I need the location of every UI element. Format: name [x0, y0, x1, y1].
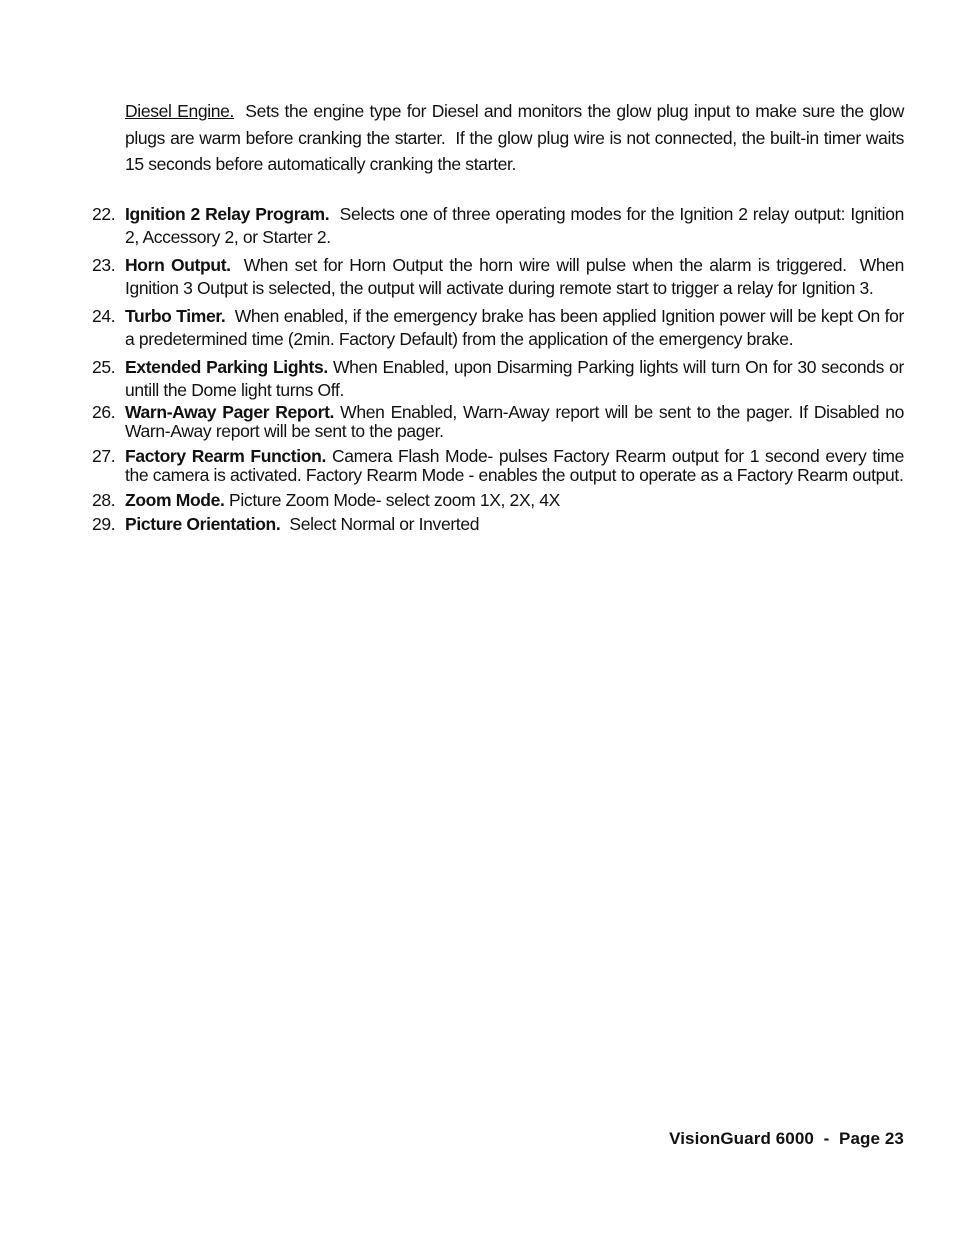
item-title: Extended Parking Lights.: [125, 357, 328, 377]
item-title: Picture Orientation.: [125, 514, 281, 534]
item-number: 23.: [92, 255, 116, 275]
list-item-25: [90, 356, 909, 402]
list-item-29: [90, 515, 904, 534]
item-number: 24.: [92, 306, 116, 326]
item-title: Turbo Timer.: [125, 306, 226, 326]
list-item-22: [90, 203, 909, 249]
item-number: 25.: [92, 357, 116, 377]
item-number: 26.: [92, 402, 116, 422]
item-number: 27.: [92, 446, 116, 466]
item-title: Horn Output.: [125, 255, 231, 275]
item-text: When set for Horn Output the horn wire will pulse when the alarm is triggered. When Ignition 3 Output is selected, the output will activate during remote start to trigger a relay for Ignition 3.: [125, 255, 909, 298]
item-text: When Enabled, Warn-Away report will be sent to the pager. If Disabled no Warn-Away report will be sent to the pager.: [125, 402, 909, 441]
list-item-26: [90, 402, 909, 441]
diesel-engine-paragraph: [125, 98, 909, 178]
list-item-23: [90, 254, 909, 300]
item-number: 29.: [92, 514, 116, 534]
item-text: When Enabled, upon Disarming Parking lights will turn On for 30 seconds or untill the Dome light turns Off.: [125, 357, 909, 400]
diesel-engine-term: Diesel Engine.: [125, 101, 235, 121]
item-title: Warn-Away Pager Report.: [125, 402, 335, 422]
page-footer: VisionGuard 6000 - Page 23: [669, 1129, 904, 1148]
list-item-28: [90, 491, 904, 510]
diesel-engine-description: Sets the engine type for Diesel and monitors the glow plug input to make sure the glow plugs are warm before cranking the starter. If the glow plug wire is not connected, the built-in timer waits 15 seconds before automatically cranking the starter.: [125, 101, 909, 174]
item-title: Factory Rearm Function.: [125, 446, 326, 466]
settings-list: [90, 203, 909, 539]
item-text: Select Normal or Inverted: [280, 514, 480, 534]
item-text: Selects one of three operating modes for the Ignition 2 relay output: Ignition 2, Accessory 2, or Starter 2.: [125, 204, 909, 247]
item-text: When enabled, if the emergency brake has been applied Ignition power will be kept On for a predetermined time (2min. Factory Default) from the application of the emergency brake.: [125, 306, 909, 349]
item-title: Zoom Mode.: [125, 490, 225, 510]
item-title: Ignition 2 Relay Program.: [125, 204, 330, 224]
item-text: Camera Flash Mode- pulses Factory Rearm output for 1 second every time the camera is activated. Factory Rearm Mode - enables the output to operate as a Factory Rearm output.: [125, 446, 909, 485]
item-number: 22.: [92, 204, 116, 224]
item-text: Picture Zoom Mode- select zoom 1X, 2X, 4X: [224, 490, 560, 510]
item-number: 28.: [92, 490, 116, 510]
list-item-27: [90, 446, 909, 485]
list-item-24: [90, 305, 909, 351]
